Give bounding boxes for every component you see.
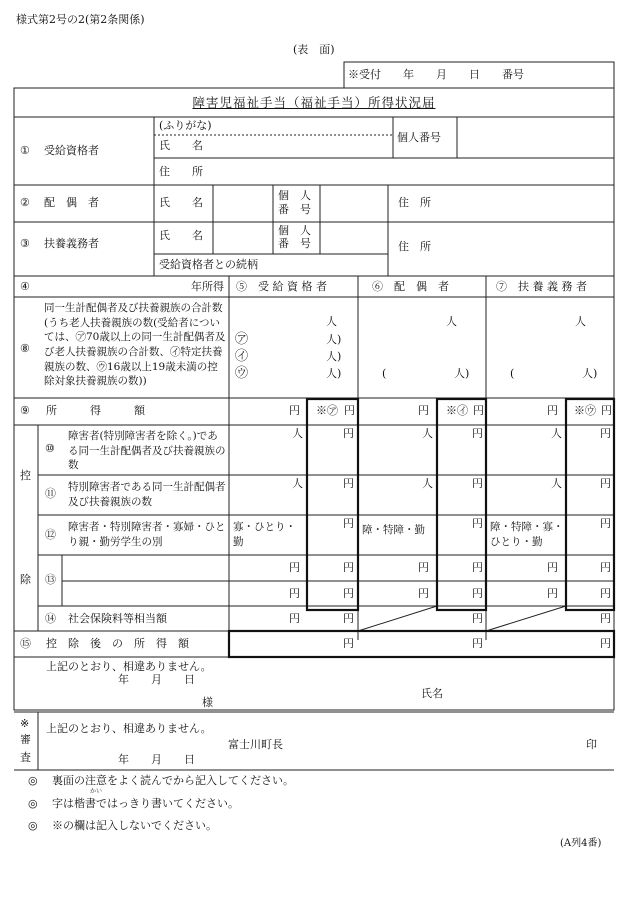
s15-label: 控 除 後 の 所 得 額 (46, 637, 189, 650)
s8-c7-nin-old: 人) (582, 367, 598, 380)
note2-ruby: かい (90, 788, 103, 795)
note2: 字は楷書ではっきり書いてください。 (52, 797, 239, 810)
s3-num: ③ (20, 237, 30, 250)
s11-c6-yen: 円 (472, 477, 483, 490)
s3-mynum-label2: 番 号 (278, 237, 311, 250)
official-shin: 審 (20, 733, 31, 746)
s14-num: ⑭ (45, 612, 56, 625)
s10-num: ⑩ (45, 442, 55, 455)
s8-num: ⑧ (20, 342, 30, 355)
s13a-c6-yen: 円 (418, 561, 429, 574)
official-text: 上記のとおり、相違ありません。 (46, 722, 212, 735)
s4-num: ④ (20, 280, 30, 293)
s15-c5-yen: 円 (343, 637, 354, 650)
official-sa: 査 (20, 751, 31, 764)
s2-name-label: 氏 名 (159, 196, 203, 209)
s11-c5-nin: 人 (292, 477, 303, 490)
s14-c7m-yen: 円 (600, 612, 611, 625)
s10-c5-yen: 円 (343, 427, 354, 440)
s9-num: ⑨ (20, 404, 30, 417)
s2-name-field[interactable] (215, 188, 271, 220)
s8-mark-a: ㋐ (235, 332, 249, 347)
s9-mark-i-yen: 円 (473, 404, 484, 417)
s2-num: ② (20, 196, 30, 209)
s13b-c6m-yen: 円 (472, 587, 483, 600)
s2-mynum-label2: 番 号 (278, 203, 311, 216)
s12-c5-yen: 円 (343, 517, 354, 530)
s14-c5-yen: 円 (289, 612, 300, 625)
s9-mark-a: ※㋐ (316, 404, 338, 417)
s11-num: ⑪ (45, 487, 56, 500)
s8-c5-nin: 人 (326, 315, 337, 328)
s10-c7-yen: 円 (600, 427, 611, 440)
declare-shimei: 氏名 (421, 687, 443, 700)
s8-c6-nin: 人 (446, 315, 457, 328)
s10-c7-nin: 人 (551, 427, 562, 440)
declare-sama: 様 (202, 696, 213, 709)
s9-label: 所 得 額 (46, 404, 145, 417)
s8-c7-paren: ( (510, 367, 515, 380)
s8-mark-i: ㋑ (235, 349, 249, 364)
s12-c7-yen: 円 (600, 517, 611, 530)
s15-c7-yen: 円 (600, 637, 611, 650)
note1-bullet: ◎ (28, 774, 38, 787)
paper-size: (A列4番) (560, 838, 602, 849)
s4-col6: ⑥ 配 偶 者 (372, 280, 449, 293)
s2-address-label: 住 所 (398, 196, 431, 209)
s12-c5-kubun: 寡・ひとり・勤 (233, 521, 296, 548)
note2-bullet: ◎ (28, 797, 38, 810)
note3: ※の欄は記入しないでください。 (52, 819, 217, 832)
s9-mark-i: ※㋑ (446, 404, 468, 417)
s8-c7-nin: 人 (575, 315, 586, 328)
s1-furigana: (ふりがな) (159, 119, 212, 132)
s1-num: ① (20, 144, 30, 157)
form-number: 様式第2号の2(第2条関係) (16, 13, 145, 26)
s13b-c5m-yen: 円 (343, 587, 354, 600)
s3-address-label: 住 所 (398, 240, 431, 253)
s14-c6m-yen: 円 (472, 612, 483, 625)
s13-num: ⑬ (45, 573, 56, 586)
koujo-label-top: 控 (20, 469, 31, 482)
s13b-c7-yen: 円 (547, 587, 558, 600)
s8-c5-nin-i: 人) (326, 350, 342, 363)
s11-c6-nin: 人 (422, 477, 433, 490)
s13a-c5-yen: 円 (289, 561, 300, 574)
form-title: 障害児福祉手当（福祉手当）所得状況届 (192, 95, 436, 110)
form-side: (表 面) (293, 43, 335, 56)
s10-text: 障害者(特別障害者を除く。)である同一生計配偶者及び扶養親族の数 (68, 430, 226, 472)
s8-c5-nin-a: 人) (326, 333, 342, 346)
s1-name-label: 氏 名 (159, 139, 203, 152)
s2-mynum-label1: 個 人 (278, 189, 311, 202)
s1-address-field[interactable] (210, 160, 610, 182)
s13b-c7m-yen: 円 (600, 587, 611, 600)
s1-name-field[interactable] (160, 137, 390, 155)
s3-label: 扶養義務者 (44, 237, 99, 250)
s11-c5-yen: 円 (343, 477, 354, 490)
s12-c6-yen: 円 (472, 517, 483, 530)
s9-mark-u: ※㋒ (574, 404, 596, 417)
s13a-c7-yen: 円 (547, 561, 558, 574)
s12-c7-kubun: 障・特障・寡・ひとり・勤 (490, 521, 564, 548)
s13a-c7m-yen: 円 (600, 561, 611, 574)
s13b-c5-yen: 円 (289, 587, 300, 600)
s1-mynumber: 個人番号 (397, 131, 441, 144)
s8-c5-nin-u: 人) (326, 367, 342, 380)
s8-c6-paren: ( (382, 367, 387, 380)
s3-relation-label: 受給資格者との続柄 (159, 258, 258, 271)
declare-text: 上記のとおり、相違ありません。 (46, 660, 212, 673)
s10-c5-nin: 人 (292, 427, 303, 440)
declare-date: 年 月 日 (118, 673, 195, 686)
s13a-c5m-yen: 円 (343, 561, 354, 574)
s9-c7-yen: 円 (547, 404, 558, 417)
receipt-label: ※受付 年 月 日 番号 (348, 68, 524, 81)
s11-c7-yen: 円 (600, 477, 611, 490)
s3-mynum-label1: 個 人 (278, 224, 311, 237)
s8-mark-u: ㋒ (235, 366, 249, 381)
s1-label: 受給資格者 (44, 144, 99, 157)
s12-num: ⑫ (45, 528, 56, 541)
official-mayor: 富士川町長 (228, 738, 283, 751)
s9-c5-yen: 円 (289, 404, 300, 417)
note3-bullet: ◎ (28, 819, 38, 832)
s14-c5m-yen: 円 (343, 612, 354, 625)
declare-name-field[interactable] (455, 684, 605, 704)
s15-num: ⑮ (20, 637, 31, 650)
s10-c6-nin: 人 (422, 427, 433, 440)
s8-c6-nin-old: 人) (454, 367, 470, 380)
s13b-c6-yen: 円 (418, 587, 429, 600)
s11-c7-nin: 人 (551, 477, 562, 490)
s2-label: 配 偶 者 (44, 196, 99, 209)
s9-mark-u-yen: 円 (601, 404, 612, 417)
s10-c6-yen: 円 (472, 427, 483, 440)
s4-label: 年所得 (191, 280, 224, 293)
s8-text: 同一生計配偶者及び扶養親族の合計数(うち老人扶養親族の数(受給者については、㋐70歳以上の同一生計配偶者及び老人扶養親族の合計数、㋑特定扶養親族の数、㋒16歳以上19歳未満の控除対象扶養親族の数)) (44, 302, 226, 388)
s12-text: 障害者・特別障害者・寡婦・ひとり親・勤労学生の別 (68, 521, 226, 548)
s9-c6-yen: 円 (418, 404, 429, 417)
s4-col7: ⑦ 扶 養 義 務 者 (496, 280, 587, 293)
s11-text: 特別障害者である同一生計配偶者及び扶養親族の数 (68, 481, 226, 508)
s13a-c6m-yen: 円 (472, 561, 483, 574)
s12-c6-kubun: 障・特障・勤 (362, 524, 425, 536)
s14-label: 社会保険料等相当額 (68, 612, 167, 625)
s15-c6-yen: 円 (472, 637, 483, 650)
koujo-label-bottom: 除 (20, 573, 31, 586)
official-date: 年 月 日 (118, 753, 195, 766)
s3-name-label: 氏 名 (159, 229, 203, 242)
note1: 裏面の注意をよく読んでから記入してください。 (52, 774, 294, 787)
s1-address-label: 住 所 (159, 165, 203, 178)
official-seal: 印 (586, 738, 597, 751)
official-mark: ※ (20, 717, 30, 730)
s9-mark-a-yen: 円 (344, 404, 355, 417)
s4-col5: ⑤ 受 給 資 格 者 (236, 280, 327, 293)
